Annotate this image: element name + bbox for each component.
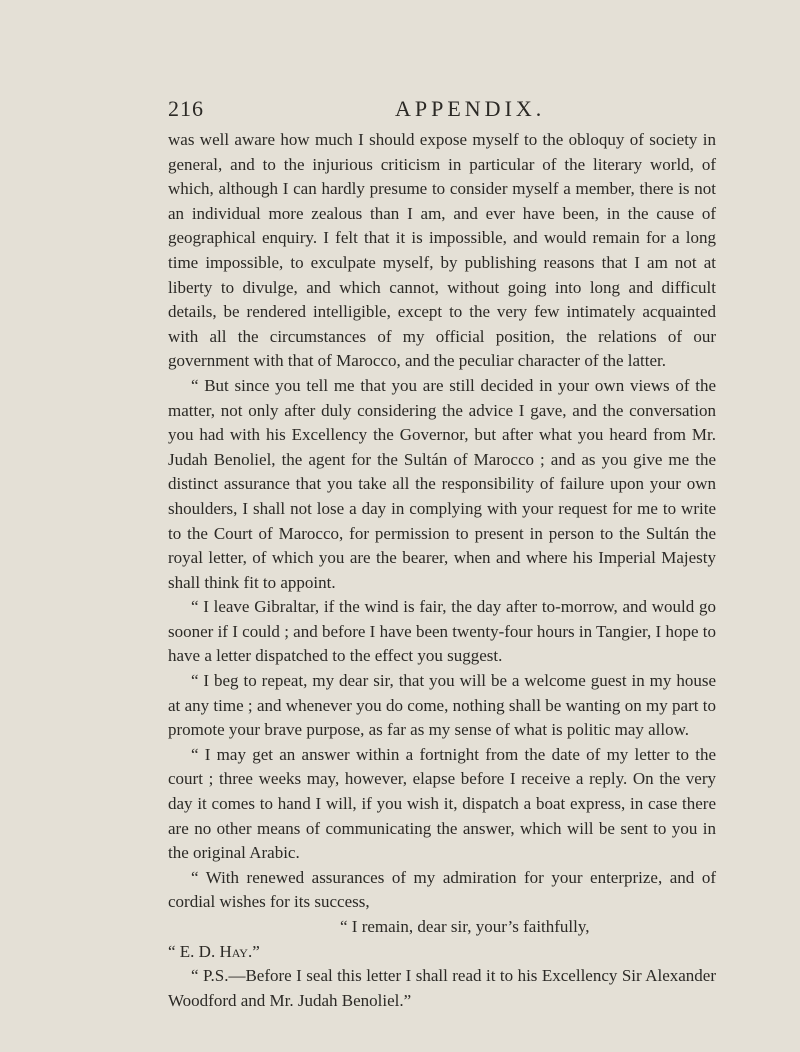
paragraph-6: “ With renewed assurances of my admiration for your enterprize, and of cordial wishes for its success, <box>168 867 716 912</box>
page-number: 216 <box>168 96 204 121</box>
body-text <box>168 128 716 1013</box>
letter-signature: “ E. D. Hay.” <box>168 941 260 961</box>
paragraph-4: “ I beg to repeat, my dear sir, that you will be a welcome guest in my house at any time ; and whenever you do come, nothing shall be wanting on my part to promote your brave purpose, as far as my sense of what is politic may allow. <box>168 671 716 740</box>
running-head: APPENDIX. <box>395 96 546 121</box>
paragraph-1: was well aware how much I should expose myself to the obloquy of society in general, and to the injurious criticism in particular of the literary world, of which, although I can hardly presume to consider myself a member, there is not an individual more zealous than I am, and ever have been, in the cause of geographical enquiry. I felt that it is impossible, and would remain for a long time impossible, to exculpate myself, by publishing reasons that I am not at liberty to divulge, and which cannot, without going into long and difficult details, be rendered intelligible, except to the very few intimately acquainted with all the circumstances of my official position, the relations of our government with that of Marocco, and the peculiar character of the latter. <box>168 130 716 371</box>
paragraph-3: “ I leave Gibraltar, if the wind is fair, the day after to-morrow, and would go sooner if I could ; and before I have been twenty-four hours in Tangier, I hope to have a letter dispatched to the effect you suggest. <box>168 597 716 666</box>
paragraph-2: “ But since you tell me that you are still decided in your own views of the matter, not only after duly considering the advice I gave, and the conversation you had with his Excellency the Governor, but after what you heard from Mr. Judah Benoliel, the agent for the Sultán of Marocco ; and as you give me the distinct assurance that you take all the responsibility of failure upon your own shoulders, I shall not lose a day in complying with your request for me to write to the Court of Marocco, for permission to present in person to the Sultán the royal letter, of which you are the bearer, when and where his Imperial Majesty shall think fit to appoint. <box>168 375 716 592</box>
postscript: “ P.S.—Before I seal this letter I shall read it to his Excellency Sir Alexander Woodford and Mr. Judah Benoliel.” <box>168 966 716 1010</box>
page-header <box>168 96 716 126</box>
letter-closing: “ I remain, dear sir, your’s faithfully, <box>340 917 590 936</box>
paragraph-5: “ I may get an answer within a fortnight from the date of my letter to the court ; three weeks may, however, elapse before I receive a reply. On the very day it comes to hand I will, if you wish it, dispatch a boat express, in case there are no other means of communicating the answer, which will be sent to you in the original Arabic. <box>168 744 716 863</box>
